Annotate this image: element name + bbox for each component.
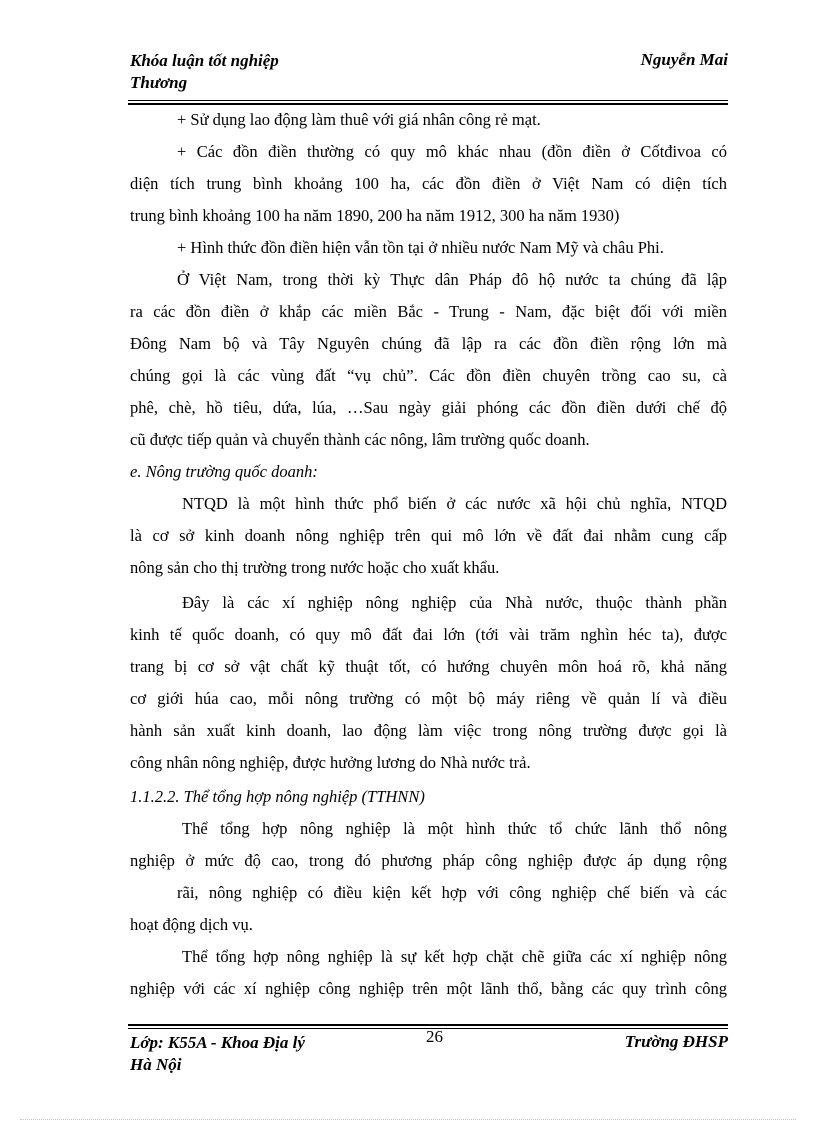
header-rule-thin [128, 100, 728, 101]
body-line: Ở Việt Nam, trong thời kỳ Thực dân Pháp đô hộ nước ta chúng đã lập [177, 270, 727, 289]
body-line: hành sản xuất kinh doanh, lao động làm việc trong nông trường được gọi là [130, 721, 727, 740]
body-line: + Sử dụng lao động làm thuê với giá nhân công rẻ mạt. [177, 110, 541, 129]
body-line: Thể tổng hợp nông nghiệp là sự kết hợp chặt chẽ giữa các xí nghiệp nông [182, 947, 727, 966]
footer-left-line1: Lớp: K55A - Khoa Địa lý [130, 1033, 305, 1052]
section-heading-1-1-2-2: 1.1.2.2. Thể tổng hợp nông nghiệp (TTHNN) [130, 787, 425, 806]
body-line: rãi, nông nghiệp có điều kiện kết hợp với công nghiệp chế biến và các [177, 883, 727, 902]
body-line: + Hình thức đồn điền hiện vẫn tồn tại ở nhiều nước Nam Mỹ và châu Phi. [177, 238, 664, 257]
body-line: công nhân nông nghiệp, được hưởng lương do Nhà nước trả. [130, 753, 531, 772]
header-left-line1: Khóa luận tốt nghiệp [130, 51, 279, 70]
body-line: NTQD là một hình thức phổ biến ở các nước xã hội chủ nghĩa, NTQD [182, 494, 727, 513]
header-left-line2: Thương [130, 73, 188, 92]
body-line: ra các đồn điền ở khắp các miền Bắc - Trung - Nam, đặc biệt đối với miền [130, 302, 727, 321]
body-line: Đông Nam bộ và Tây Nguyên chúng đã lập ra các đồn điền rộng lớn mà [130, 334, 727, 353]
footer-rule-thick [128, 1024, 728, 1026]
body-line: Thể tổng hợp nông nghiệp là một hình thức tổ chức lãnh thổ nông [182, 819, 727, 838]
body-line: hoạt động dịch vụ. [130, 915, 253, 934]
page-number: 26 [426, 1027, 443, 1046]
body-line: nông sản cho thị trường trong nước hoặc cho xuất khẩu. [130, 558, 500, 577]
body-line: phê, chè, hồ tiêu, dứa, lúa, …Sau ngày giải phóng các đồn điền dưới chế độ [130, 398, 727, 417]
body-line: chúng gọi là các vùng đất “vụ chủ”. Các đồn điền chuyên trồng cao su, cà [130, 366, 727, 385]
body-line: + Các đồn điền thường có quy mô khác nhau (đồn điền ở Cốtđivoa có [177, 142, 727, 161]
footer-class-info [130, 1032, 305, 1076]
body-line: diện tích trung bình khoảng 100 ha, các đồn điền ở Việt Nam có diện tích [130, 174, 727, 193]
body-line: trung bình khoảng 100 ha năm 1890, 200 ha năm 1912, 300 ha năm 1930) [130, 206, 620, 225]
header-rule-thick [128, 103, 728, 105]
header-author: Nguyễn Mai [640, 50, 728, 69]
footer-university: Trường ĐHSP [624, 1032, 728, 1051]
body-line: Đây là các xí nghiệp nông nghiệp của Nhà nước, thuộc thành phần [182, 593, 727, 612]
body-line: cơ giới húa cao, mỗi nông trường có một bộ máy riêng về quản lí và điều [130, 689, 727, 708]
body-line: nghiệp ở mức độ cao, trong đó phương pháp công nghiệp được áp dụng rộng [130, 851, 727, 870]
body-line: nghiệp với các xí nghiệp công nghiệp trên một lãnh thổ, bằng các quy trình công [130, 979, 727, 998]
section-heading-e: e. Nông trường quốc doanh: [130, 462, 318, 481]
body-line: cũ được tiếp quản và chuyển thành các nông, lâm trường quốc doanh. [130, 430, 590, 449]
header-thesis-title [130, 50, 279, 94]
footer-left-line2: Hà Nội [130, 1055, 182, 1074]
body-line: là cơ sở kinh doanh nông nghiệp trên qui mô lớn về đất đai nhằm cung cấp [130, 526, 727, 545]
page-boundary-divider [20, 1119, 796, 1120]
body-line: kinh tế quốc doanh, có quy mô đất đai lớn (tới vài trăm nghìn héc ta), được [130, 625, 727, 644]
body-line: trang bị cơ sở vật chất kỹ thuật tốt, có hướng chuyên môn hoá rõ, khả năng [130, 657, 727, 676]
